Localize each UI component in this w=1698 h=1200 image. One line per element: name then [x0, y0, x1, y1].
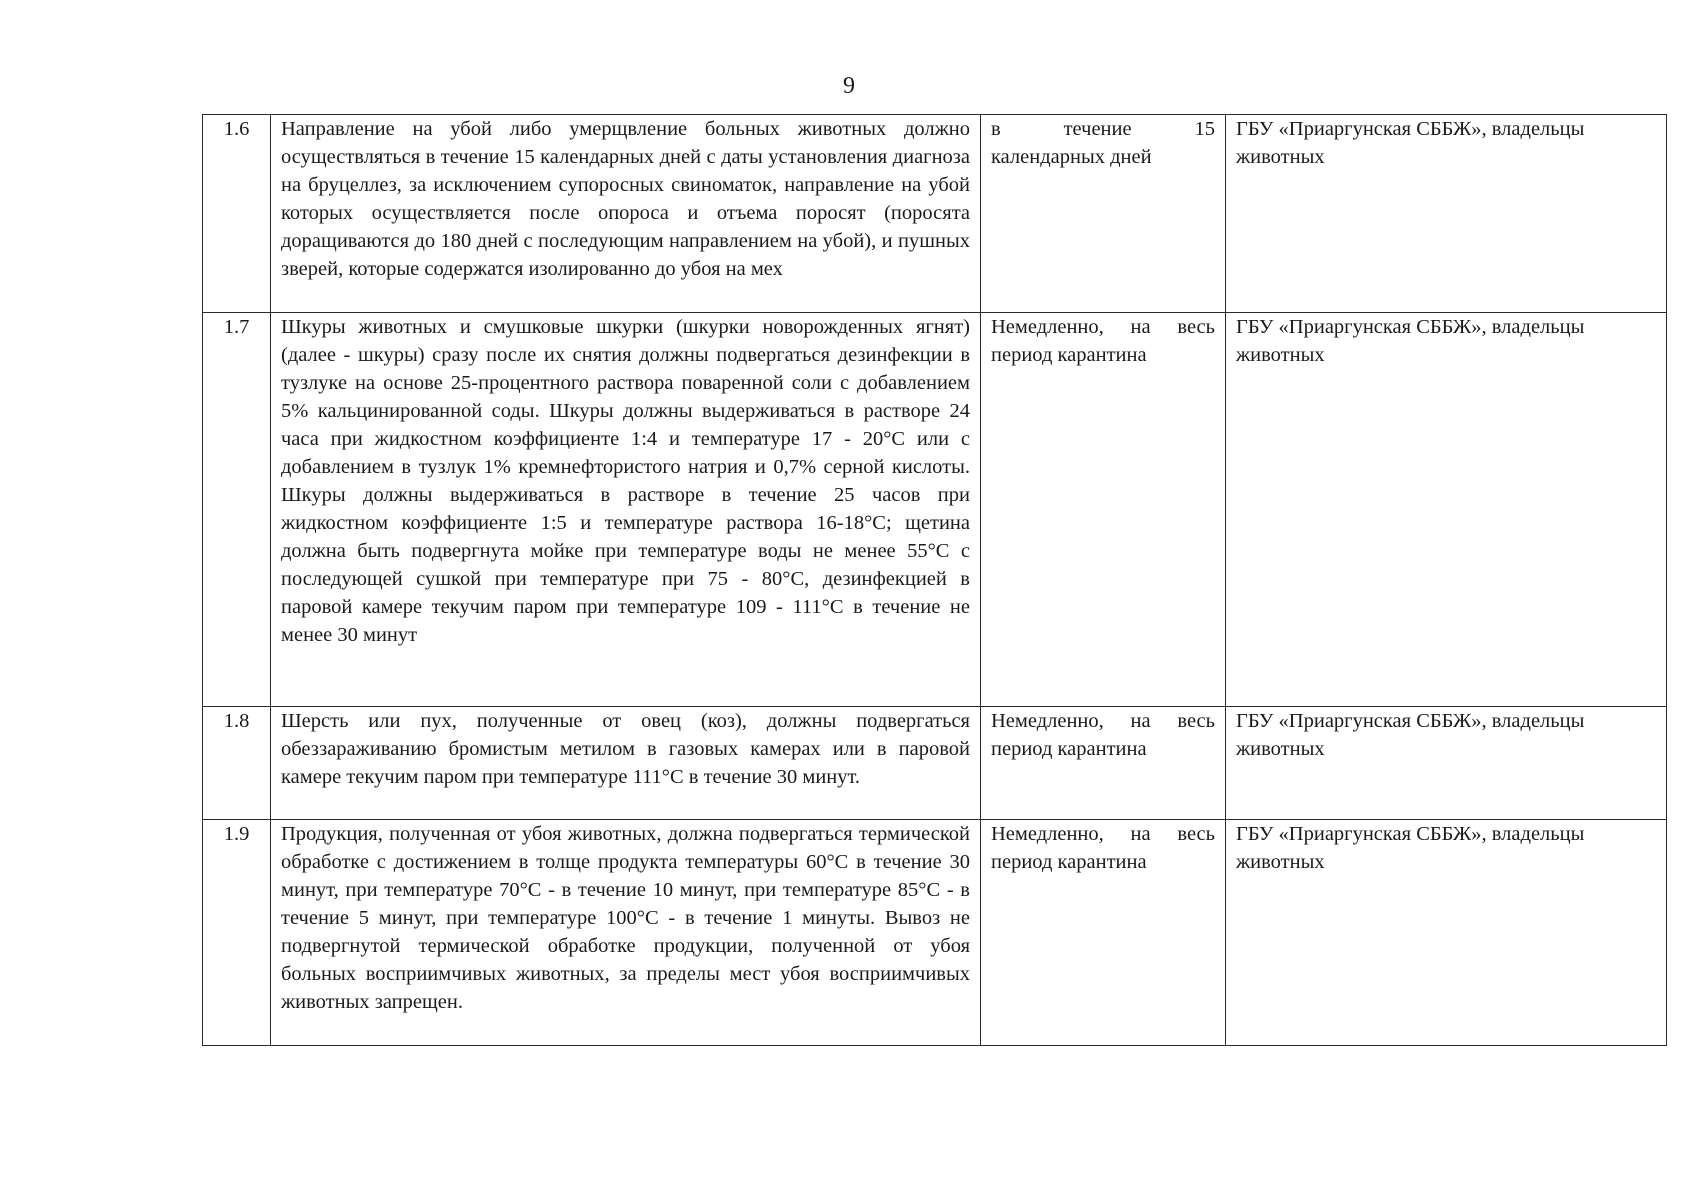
row-number: 1.6: [203, 115, 271, 313]
table-row: [203, 313, 1667, 707]
responsible-cell: ГБУ «Приаргунская СББЖ», владельцы животных: [1226, 820, 1667, 1046]
row-number: 1.8: [203, 707, 271, 820]
row-number: 1.7: [203, 313, 271, 707]
measure-cell: Шерсть или пух, полученные от овец (коз), должны подвергаться обеззараживанию бромистым метилом в газовых камерах или в паровой камере текучим паром при температуре 111°С в течение 30 минут.: [271, 707, 981, 820]
deadline-cell: Немедленно, на весь период карантина: [981, 820, 1226, 1046]
responsible-cell: ГБУ «Приаргунская СББЖ», владельцы животных: [1226, 707, 1667, 820]
table-row: [203, 820, 1667, 1046]
table-row: [203, 707, 1667, 820]
row-number: 1.9: [203, 820, 271, 1046]
responsible-cell: ГБУ «Приаргунская СББЖ», владельцы животных: [1226, 313, 1667, 707]
table-row: [203, 115, 1667, 313]
deadline-cell: Немедленно, на весь период карантина: [981, 313, 1226, 707]
measure-cell: Продукция, полученная от убоя животных, должна подвергаться термической обработке с достижением в толще продукта температуры 60°С в течение 30 минут, при температуре 70°С - в течение 10 минут, при температуре 85°С - в течение 5 минут, при температуре 100°С - в течение 1 минуты. Вывоз не подвергнутой термической обработке продукции, полученной от убоя больных восприимчивых животных, за пределы мест убоя восприимчивых животных запрещен.: [271, 820, 981, 1046]
measures-table: [202, 114, 1667, 1046]
page-number: 9: [843, 73, 855, 99]
measure-cell: Направление на убой либо умерщвление больных животных должно осуществляться в течение 15 календарных дней с даты установления диагноза на бруцеллез, за исключением супоросных свиноматок, направление на убой которых осуществляется после опороса и отъема поросят (поросята доращиваются до 180 дней с последующим направлением на убой), и пушных зверей, которые содержатся изолированно до убоя на мех: [271, 115, 981, 313]
responsible-cell: ГБУ «Приаргунская СББЖ», владельцы животных: [1226, 115, 1667, 313]
deadline-cell: Немедленно, на весь период карантина: [981, 707, 1226, 820]
deadline-cell: в течение 15 календарных дней: [981, 115, 1226, 313]
measure-cell: Шкуры животных и смушковые шкурки (шкурки новорожденных ягнят) (далее - шкуры) сразу после их снятия должны подвергаться дезинфекции в тузлуке на основе 25-процентного раствора поваренной соли с добавлением 5% кальцинированной соды. Шкуры должны выдерживаться в растворе 24 часа при жидкостном коэффициенте 1:4 и температуре 17 - 20°С или с добавлением в тузлук 1% кремнефтористого натрия и 0,7% серной кислоты. Шкуры должны выдерживаться в растворе в течение 25 часов при жидкостном коэффициенте 1:5 и температуре раствора 16-18°С; щетина должна быть подвергнута мойке при температуре воды не менее 55°С с последующей сушкой при температуре при 75 - 80°С, дезинфекцией в паровой камере текучим паром при температуре 109 - 111°С в течение не менее 30 минут: [271, 313, 981, 707]
